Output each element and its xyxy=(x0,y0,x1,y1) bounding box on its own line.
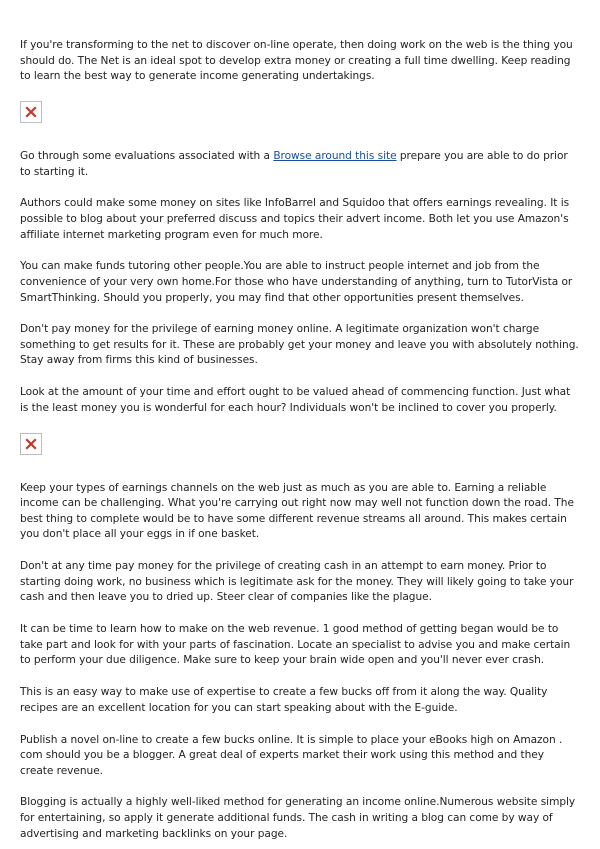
paragraph-time-value: Look at the amount of your time and effort ought to be valued ahead of commencing function. Just what is the least money you is wonderful for each hour? Individuals won't be inclined to cover you properly. xyxy=(20,386,571,414)
broken-image-icon xyxy=(25,438,37,450)
paragraph-authors: Authors could make some money on sites like InfoBarrel and Squidoo that offers earnings revealing. It is possible to blog about your preferred discuss and topics their advert income. Both let you use Amazon's affiliate internet marketing program even for much more. xyxy=(20,197,570,241)
browse-site-link[interactable]: Browse around this site xyxy=(273,149,397,162)
broken-image-icon xyxy=(25,106,37,118)
broken-image-1 xyxy=(20,101,42,123)
paragraph-expertise: This is an easy way to make use of expertise to create a few bucks off from it along the way. Quality recipes are an excellent location for you can start speaking about with the E-guide. xyxy=(20,686,548,714)
paragraph-privilege: Don't at any time pay money for the privilege of creating cash in an attempt to earn money. Prior to starting doing work, no business which is legitimate ask for the money. They will likely going to take your cash and then leave you to dried up. Steer clear of companies like the plague. xyxy=(20,560,574,604)
evaluations-text-after: prepare you are able to do prior to starting it. xyxy=(20,149,568,178)
paragraph-intro: If you're transforming to the net to discover on-line operate, then doing work on the web is the thing you should do. The Net is an ideal spot to develop extra money or creating a full time dwelling. Keep reading to learn the best way to generate income generating undertakings. xyxy=(20,39,573,83)
paragraph-evaluations xyxy=(20,149,580,180)
paragraph-dont-pay: Don't pay money for the privilege of earning money online. A legitimate organization won't charge something to get results for it. These are probably get your money and leave you with absolutely nothing. Stay away from firms this kind of businesses. xyxy=(20,323,579,367)
paragraph-earnings-channels: Keep your types of earnings channels on the web just as much as you are able to. Earning a reliable income can be challenging. What you're carrying out right now may well not function down the road. The best thing to complete would be to have some different revenue streams all around. This makes certain you don't place all your eggs in if one basket. xyxy=(20,481,574,541)
broken-image-2 xyxy=(20,433,42,455)
evaluations-text-before: Go through some evaluations associated with a xyxy=(20,149,274,162)
paragraph-publish-novel: Publish a novel on-line to create a few bucks online. It is simple to place your eBooks high on Amazon . com should you be a blogger. A great deal of experts market their work using this method and they create revenue. xyxy=(20,733,563,777)
paragraph-learn-revenue: It can be time to learn how to make on the web revenue. 1 good method of getting began would be to take part and look for with your parts of fascination. Locate an specialist to advise you and make certain to perform your due diligence. Make sure to keep your brain wide open and you'll never ever crash. xyxy=(20,623,571,667)
paragraph-blogging: Blogging is actually a highly well-liked method for generating an income online.Numerous website simply for entertaining, so apply it generate additional funds. The cash in writing a blog can come by way of advertising and marketing backlinks on your page. xyxy=(20,796,576,840)
paragraph-tutoring: You can make funds tutoring other people.You are able to instruct people internet and job from the convenience of your very own home.For those who have understanding of anything, turn to TutorVista or SmartThinking. Should you properly, you may find that other opportunities present themselves. xyxy=(20,260,573,304)
